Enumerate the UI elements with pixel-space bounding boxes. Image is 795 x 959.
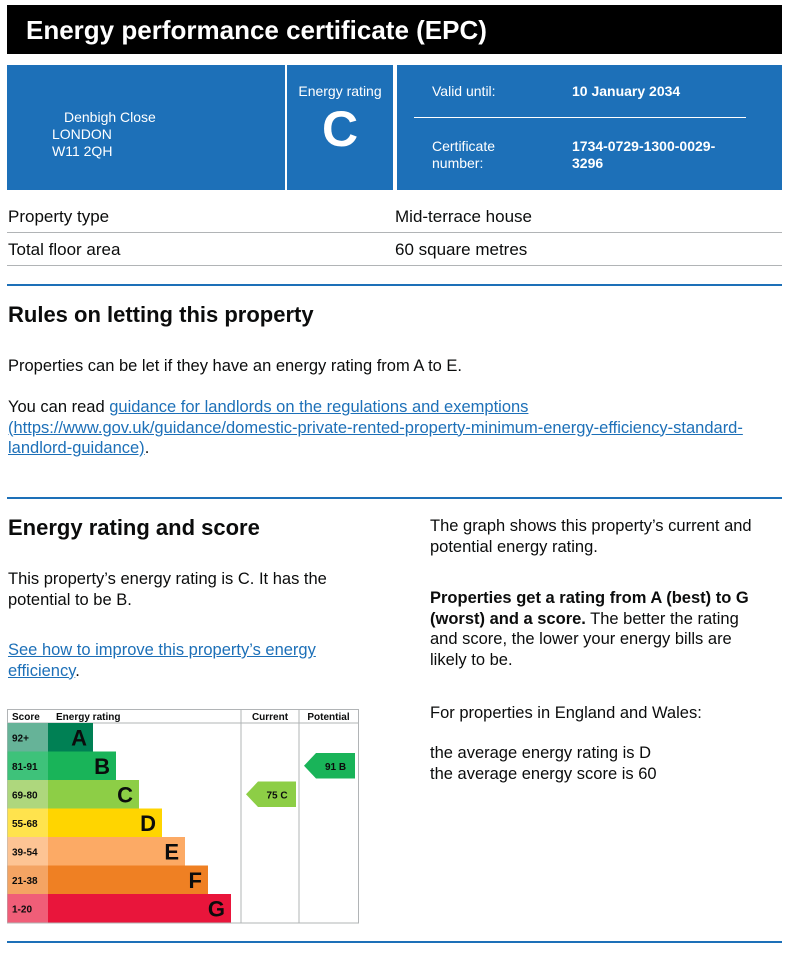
band-letter-C: C <box>117 782 133 808</box>
band-bar-G <box>48 894 231 923</box>
certificate-number-label-2: number: <box>432 155 484 171</box>
rating-paragraph-line-2: potential to be B. <box>8 590 132 609</box>
rating-explanation-rest-2: and score, the lower your energy bills are <box>430 630 732 648</box>
score-heading: Energy rating and score <box>8 515 260 540</box>
rating-explanation-rest-3: likely to be. <box>430 650 513 669</box>
band-letter-B: B <box>94 753 110 779</box>
guidance-link[interactable]: guidance for landlords on the regulations and exemptions <box>109 398 529 416</box>
region-note: For properties in England and Wales: <box>430 704 702 722</box>
address-line-1: Denbigh Close <box>64 109 156 125</box>
letting-guidance-paragraph <box>8 397 743 459</box>
score-range-C: 69-80 <box>12 790 38 802</box>
average-rating-note <box>430 743 657 784</box>
rating-explanation-bold-1: Properties get a rating from A (best) to G <box>430 589 749 607</box>
chart-header-3: Potential <box>307 712 350 723</box>
energy-rating-label: Energy rating <box>298 83 382 99</box>
energy-rating-chart <box>7 709 359 925</box>
potential-rating-label: 91 B <box>324 761 347 773</box>
improve-suffix: . <box>75 661 80 680</box>
letting-paragraph: Properties can be let if they have an energy rating from A to E. <box>8 357 463 375</box>
improve-paragraph <box>8 640 316 681</box>
rating-explanation-bold-2: (worst) and a score. <box>430 609 586 628</box>
address-postcode: W11 2QH <box>52 143 113 159</box>
score-range-G: 1-20 <box>12 904 33 916</box>
title-bar <box>7 5 782 54</box>
band-letter-E: E <box>164 839 179 865</box>
floor-area-value: 60 square metres <box>395 240 528 259</box>
band-letter-G: G <box>207 896 225 922</box>
chart-header-2: Current <box>251 712 289 723</box>
floor-area-row <box>7 233 782 266</box>
current-rating-label: 75 C <box>266 790 288 802</box>
info-divider <box>414 117 746 118</box>
improve-link-end[interactable]: efficiency <box>8 661 76 680</box>
rating-explanation <box>430 588 749 670</box>
band-letter-F: F <box>188 867 202 893</box>
chart-header-1: Energy rating <box>56 712 121 723</box>
chart-header-0: Score <box>12 712 40 723</box>
floor-area-label: Total floor area <box>8 240 121 259</box>
energy-rating-letter: C <box>321 101 359 157</box>
score-range-D: 55-68 <box>12 818 38 830</box>
score-range-B: 81-91 <box>12 761 38 773</box>
rating-paragraph <box>8 569 327 610</box>
property-type-label: Property type <box>8 207 110 226</box>
score-range-A: 92+ <box>12 733 29 745</box>
certificate-info-block <box>397 65 782 190</box>
average-rating: the average energy rating is D <box>430 744 652 762</box>
band-bar-F <box>48 866 208 895</box>
certificate-number-value-1: 1734-0729-1300-0029- <box>572 138 716 154</box>
address-line-2: LONDON <box>52 126 112 142</box>
guidance-suffix: . <box>144 439 150 457</box>
graph-explanation-line-1: The graph shows this property’s current and <box>430 517 752 535</box>
section-divider <box>7 284 782 286</box>
average-score: the average energy score is 60 <box>430 764 657 783</box>
band-letter-A: A <box>71 725 87 751</box>
section-divider <box>7 941 782 943</box>
letting-heading: Rules on letting this property <box>8 302 314 327</box>
guidance-link-url[interactable]: (https://www.gov.uk/guidance/domestic-private-rented-property-minimum-energy-efficiency-standard- <box>8 418 743 437</box>
graph-explanation <box>430 516 752 557</box>
property-type-row <box>7 200 782 233</box>
band-letter-D: D <box>140 810 156 836</box>
certificate-number-label-1: Certificate <box>432 138 496 154</box>
guidance-link-url-end[interactable]: landlord-guidance) <box>8 439 145 457</box>
improve-link[interactable]: See how to improve this property’s energy <box>8 641 316 659</box>
certificate-number-value-2: 3296 <box>572 155 604 171</box>
guidance-prefix: You can read <box>8 398 110 416</box>
score-range-F: 21-38 <box>12 875 38 887</box>
graph-explanation-line-2: potential energy rating. <box>430 537 598 556</box>
section-divider <box>7 497 782 499</box>
address-block <box>7 65 285 190</box>
rating-paragraph-line-1: This property’s energy rating is C. It has the <box>8 570 327 588</box>
property-type-value: Mid-terrace house <box>395 207 533 226</box>
valid-until-label: Valid until: <box>432 83 496 99</box>
energy-rating-block <box>287 65 393 190</box>
score-range-E: 39-54 <box>12 847 38 859</box>
valid-until-value: 10 January 2034 <box>572 83 681 99</box>
rating-explanation-rest-1: The better the rating <box>585 609 739 628</box>
page-title: Energy performance certificate (EPC) <box>26 15 487 45</box>
